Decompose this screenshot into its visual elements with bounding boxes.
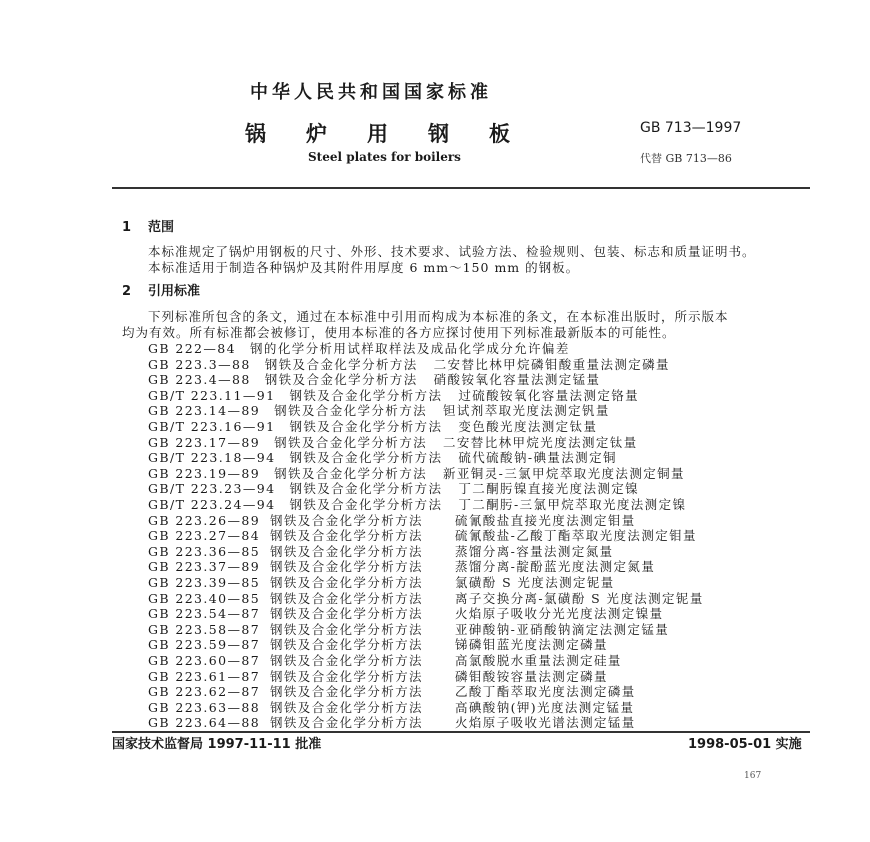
reference-desc: 高氯酸脱水重量法测定硅量 xyxy=(455,653,622,668)
paragraph: 均为有效。所有标准都会被修订，使用本标准的各方应探讨使用下列标准最新版本的可能性。 xyxy=(122,325,676,340)
reference-desc: 蒸馏分离-靛酚蓝光度法测定氮量 xyxy=(455,559,656,575)
reference-row xyxy=(148,637,608,652)
reference-desc: 丁二酮肟-三氯甲烷萃取光度法测定镍 xyxy=(458,497,687,512)
reference-code: GB 223.27—84 xyxy=(148,528,261,544)
english-title: Steel plates for boilers xyxy=(308,150,461,164)
reference-row xyxy=(148,341,586,356)
reference-desc: 火焰原子吸收光谱法测定锰量 xyxy=(455,715,636,731)
reference-code: GB 223.14—89 xyxy=(148,403,261,419)
reference-method: 钢铁及合金化学分析方法 xyxy=(264,356,418,372)
reference-row xyxy=(148,622,669,637)
reference-method: 钢铁及合金化学分析方法 xyxy=(274,434,427,450)
reference-method: 钢铁及合金化学分析方法 xyxy=(270,699,423,715)
reference-code: GB 223.39—85 xyxy=(148,575,261,590)
section-number: 1 xyxy=(122,220,132,235)
reference-code: GB 223.19—89 xyxy=(148,465,261,481)
reference-code: GB/T 223.18—94 xyxy=(148,450,276,466)
reference-row xyxy=(148,669,608,684)
reference-method: 钢铁及合金化学分析方法 xyxy=(270,684,423,700)
section-title: 引用标准 xyxy=(148,284,201,299)
reference-code: GB 223.54—87 xyxy=(148,606,261,622)
reference-desc: 蒸馏分离-容量法测定氮量 xyxy=(455,543,614,559)
reference-row xyxy=(148,497,686,512)
title-char: 钢 xyxy=(428,122,449,146)
reference-method: 钢铁及合金化学分析方法 xyxy=(289,387,443,403)
reference-method: 钢铁及合金化学分析方法 xyxy=(270,606,423,622)
reference-desc: 丁二酮肟镍直接光度法测定镍 xyxy=(458,481,640,497)
reference-method: 钢的化学分析用试样取样法及成品化学成分允许偏差 xyxy=(250,341,570,356)
reference-method: 钢铁及合金化学分析方法 xyxy=(274,465,427,481)
reference-method: 钢铁及合金化学分析方法 xyxy=(270,637,423,653)
approval-date: 国家技术监督局 1997-11-11 批准 xyxy=(112,737,322,752)
reference-code: GB 223.58—87 xyxy=(148,621,261,637)
reference-code: GB 223.40—85 xyxy=(148,590,261,606)
reference-desc: 亚砷酸钠-亚硝酸钠滴定法测定锰量 xyxy=(455,621,670,637)
reference-method: 钢铁及合金化学分析方法 xyxy=(270,559,423,575)
reference-desc: 硫氰酸盐直接光度法测定钼量 xyxy=(455,512,636,528)
reference-row xyxy=(148,372,600,387)
reference-desc: 硫氰酸盐-乙酸丁酯萃取光度法测定钼量 xyxy=(455,528,697,544)
reference-method: 钢铁及合金化学分析方法 xyxy=(270,590,423,606)
reference-desc: 硝酸铵氧化容量法测定锰量 xyxy=(433,372,601,388)
reference-row xyxy=(148,388,639,403)
reference-row xyxy=(148,606,664,621)
reference-row xyxy=(148,559,655,574)
reference-method: 钢铁及合金化学分析方法 xyxy=(270,528,423,544)
reference-row xyxy=(148,450,617,465)
reference-code: GB 223.64—88 xyxy=(148,715,261,731)
reference-desc: 二安替比林甲烷光度法测定钛量 xyxy=(443,434,638,450)
reference-row xyxy=(148,466,685,481)
reference-row xyxy=(148,419,597,434)
reference-code: GB 223.26—89 xyxy=(148,512,261,528)
reference-code: GB 223.17—89 xyxy=(148,434,261,450)
reference-method: 钢铁及合金化学分析方法 xyxy=(289,481,443,497)
reference-code: GB/T 223.23—94 xyxy=(148,481,276,497)
paragraph: 下列标准所包含的条文，通过在本标准中引用而构成为本标准的条文，在本标准出版时，所示版本 xyxy=(148,309,729,324)
reference-code: GB 223.60—87 xyxy=(148,653,261,668)
reference-code: GB 223.63—88 xyxy=(148,699,261,715)
reference-code: GB 223.61—87 xyxy=(148,668,261,684)
reference-desc: 磷钼酸铵容量法测定磷量 xyxy=(455,668,608,684)
effective-date: 1998-05-01 实施 xyxy=(688,737,802,752)
reference-method: 钢铁及合金化学分析方法 xyxy=(270,621,423,637)
reference-code: GB 223.36—85 xyxy=(148,543,261,559)
reference-code: GB/T 223.16—91 xyxy=(148,419,276,434)
reference-desc: 离子交换分离-氯磺酚 S 光度法测定铌量 xyxy=(455,590,704,606)
title-char: 板 xyxy=(489,122,510,146)
title-char: 锅 xyxy=(245,122,266,146)
footer-divider xyxy=(112,731,810,733)
reference-method: 钢铁及合金化学分析方法 xyxy=(270,512,423,528)
reference-row xyxy=(148,544,614,559)
reference-desc: 高碘酸钠(钾)光度法测定锰量 xyxy=(455,699,635,715)
reference-method: 钢铁及合金化学分析方法 xyxy=(270,653,423,668)
section-number: 2 xyxy=(122,284,132,299)
reference-desc: 氯磺酚 S 光度法测定铌量 xyxy=(455,575,615,590)
reference-code: GB 223.59—87 xyxy=(148,637,261,653)
section-title: 范围 xyxy=(148,220,175,235)
reference-code: GB 223.37—89 xyxy=(148,559,261,575)
reference-method: 钢铁及合金化学分析方法 xyxy=(270,715,423,731)
reference-code: GB 223.62—87 xyxy=(148,684,261,700)
reference-row xyxy=(148,684,636,699)
reference-desc: 新亚铜灵-三氯甲烷萃取光度法测定铜量 xyxy=(443,465,685,481)
reference-code: GB/T 223.11—91 xyxy=(148,387,276,403)
reference-row xyxy=(148,481,639,496)
document-title xyxy=(245,118,550,148)
reference-desc: 变色酸光度法测定钛量 xyxy=(458,419,598,434)
reference-desc: 火焰原子吸收分光光度法测定镍量 xyxy=(455,606,664,622)
section-heading xyxy=(122,284,200,300)
reference-method: 钢铁及合金化学分析方法 xyxy=(270,668,423,684)
reference-row xyxy=(148,403,610,418)
section-heading xyxy=(122,220,174,236)
reference-method: 钢铁及合金化学分析方法 xyxy=(270,575,423,590)
reference-row xyxy=(148,435,638,450)
reference-desc: 钽试剂萃取光度法测定钒量 xyxy=(443,403,610,419)
standard-number: GB 713—1997 xyxy=(640,120,742,136)
reference-desc: 锑磷钼蓝光度法测定磷量 xyxy=(455,637,608,653)
title-char: 用 xyxy=(367,122,388,146)
reference-row xyxy=(148,591,704,606)
reference-desc: 二安替比林甲烷磷钼酸重量法测定磷量 xyxy=(433,356,670,372)
page-number: 167 xyxy=(744,771,762,781)
reference-row xyxy=(148,653,622,668)
reference-row xyxy=(148,513,636,528)
reference-method: 钢铁及合金化学分析方法 xyxy=(264,372,418,388)
reference-row xyxy=(148,715,636,730)
reference-code: GB 223.4—88 xyxy=(148,372,251,388)
reference-row xyxy=(148,700,634,715)
reference-method: 钢铁及合金化学分析方法 xyxy=(274,403,427,419)
reference-desc: 硫代硫酸钠-碘量法测定铜 xyxy=(458,450,617,466)
issuing-org: 中华人民共和国国家标准 xyxy=(250,82,492,103)
reference-method: 钢铁及合金化学分析方法 xyxy=(289,497,443,512)
reference-code: GB 223.3—88 xyxy=(148,356,251,372)
reference-method: 钢铁及合金化学分析方法 xyxy=(270,543,423,559)
reference-method: 钢铁及合金化学分析方法 xyxy=(289,419,443,434)
reference-row xyxy=(148,575,615,590)
header-divider xyxy=(112,187,810,189)
paragraph: 本标准适用于制造各种锅炉及其附件用厚度 6 mm～150 mm 的钢板。 xyxy=(148,260,580,275)
reference-row xyxy=(148,528,697,543)
reference-desc: 过硫酸铵氧化容量法测定铬量 xyxy=(458,387,640,403)
reference-code: GB/T 223.24—94 xyxy=(148,497,276,512)
reference-row xyxy=(148,357,670,372)
paragraph: 本标准规定了锅炉用钢板的尺寸、外形、技术要求、试验方法、检验规则、包装、标志和质量证明书。 xyxy=(148,244,756,259)
title-char: 炉 xyxy=(306,122,327,146)
reference-desc: 乙酸丁酯萃取光度法测定磷量 xyxy=(455,684,636,700)
reference-method: 钢铁及合金化学分析方法 xyxy=(289,450,443,466)
replaces-note: 代替 GB 713—86 xyxy=(640,152,732,165)
reference-code: GB 222—84 xyxy=(148,341,237,356)
